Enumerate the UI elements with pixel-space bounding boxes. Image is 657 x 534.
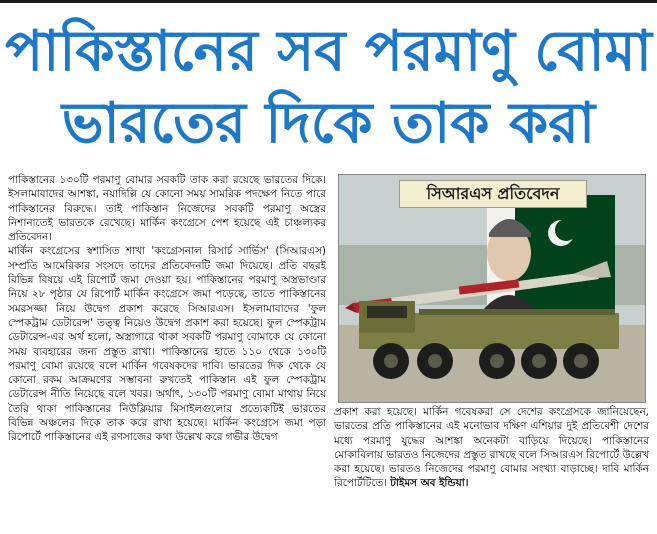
article-paragraph-1: পাকিস্তানের ১৩০টি পরমাণু বোমার সবকটি তাক করা রয়েছে ভারতের দিকে। ইসলামাবাদের আশঙ্কা, নয়াদিল্লি যে কোনো সময় সামরিক পদক্ষেপ নিতে পারে পাকিস্তানের বিরুদ্ধে। তাই পাকিস্তান নিজেদের সবকটি পরমাণু অস্ত্রের নিশানাতেই ভারতকে রেখেছে। মার্কিন কংগ্রেসে পেশ হয়েছে এই চাঞ্চল্যকর প্রতিবেদন। bbox=[8, 174, 326, 244]
missile-parade-illustration bbox=[339, 175, 645, 402]
article-paragraph-3-text: প্রকাশ করা হয়েছে। মার্কিন গবেষকরা সে দেশের কংগ্রেসকে জানিয়েছেন, ভারতের প্রতি পাকিস্তানের এই মনোভাব দক্ষিণ এশিয়ার দুই প্রতিবেশী দেশের মধ্যে পরমাণু যুদ্ধের আশঙ্কা অনেকটা বাড়িয়ে দিয়েছে। পাকিস্তানের মোকাবিলায় ভারতও নিজেদের প্রস্তুত রাখছে বলে সিআরএস রিপোর্টে উল্লেখ করা হয়েছে। ভারতও নিজেদের পরমাণু বোমার সংখ্যা বাড়াচ্ছে। দাবি মার্কিন রিপোর্টটিতে। bbox=[334, 406, 649, 490]
article-paragraph-3 bbox=[334, 405, 649, 491]
news-photo bbox=[338, 174, 646, 403]
headline-line-2: ভারতের দিকে তাক করা bbox=[61, 91, 596, 156]
article-paragraph-2: মার্কিন কংগ্রেসের স্বশাসিত শাখা 'কংগ্রেসনাল রিসার্চ সার্ভিস' (সিআরএস) সম্প্রতি আমেরিকার সংসদে তাদের প্রতিবেদনটি জমা দিয়েছে। প্রতি বছরই বিভিন্ন বিষয়ে এই রিপোর্ট জমা দেওয়া হয়। পাকিস্তানের পরমাণু অস্ত্রভাণ্ডার নিয়ে ২৮ পৃষ্ঠার যে রিপোর্ট মার্কিন কংগ্রেসে জমা পড়েছে, তাতে পাকিস্তানের সমরসজ্জা নিয়ে উদ্বেগ প্রকাশ করেছে সিআরএস। ইসলামাবাদের 'ফুল স্পেকট্রাম ডেটারেন্স' তত্ত্ব নিয়েও উদ্বেগ প্রকাশ করা হয়েছে। ফুল স্পেকট্রাম ডেটারেন্স-এর অর্থ হলো, অস্ত্রাগারে থাকা সবকটি পরমাণু বোমাকে যে কোনো সময় ব্যবহারের জন্য প্রস্তুত রাখা। পাকিস্তানের হাতে ১১০ থেকে ১৩০টি পরমাণু বোমা রয়েছে বলে মার্কিন গবেষকদের দাবি। ভারতের দিক থেকে যে কোনো রকম আক্রমণের সম্ভাবনা রুখতেই পাকিস্তান এই ফুল স্পেকট্রাম ডেটারেন্স নীতি নিয়েছে বলে খবর। অর্থাৎ, ১৩০টি পরমাণু বোমা মাথায় নিয়ে তৈরি থাকা পাকিস্তানের নিউক্লিয়ার মিসাইলগুলোর প্রত্যেকটিই ভারতের বিভিন্ন অঞ্চলের দিকে তাক করে রাখা হয়েছে। মার্কিন কংগ্রেসে জমা পড়া রিপোর্টে পাকিস্তানের এই রণসাজের কথা উল্লেখ করে গভীর উদ্বেগ bbox=[8, 245, 326, 444]
headline-line-1: পাকিস্তানের সব পরমাণু বোমা bbox=[5, 19, 652, 84]
source-credit: টাইমস অব ইন্ডিয়া। bbox=[390, 477, 469, 490]
photo-caption: সিআরএস প্রতিবেদন bbox=[399, 180, 587, 208]
article-left-column bbox=[8, 173, 326, 529]
top-rule bbox=[0, 0, 657, 3]
transport-truck bbox=[359, 301, 619, 379]
article-right-column bbox=[334, 405, 649, 529]
truck-windshield bbox=[367, 306, 407, 318]
